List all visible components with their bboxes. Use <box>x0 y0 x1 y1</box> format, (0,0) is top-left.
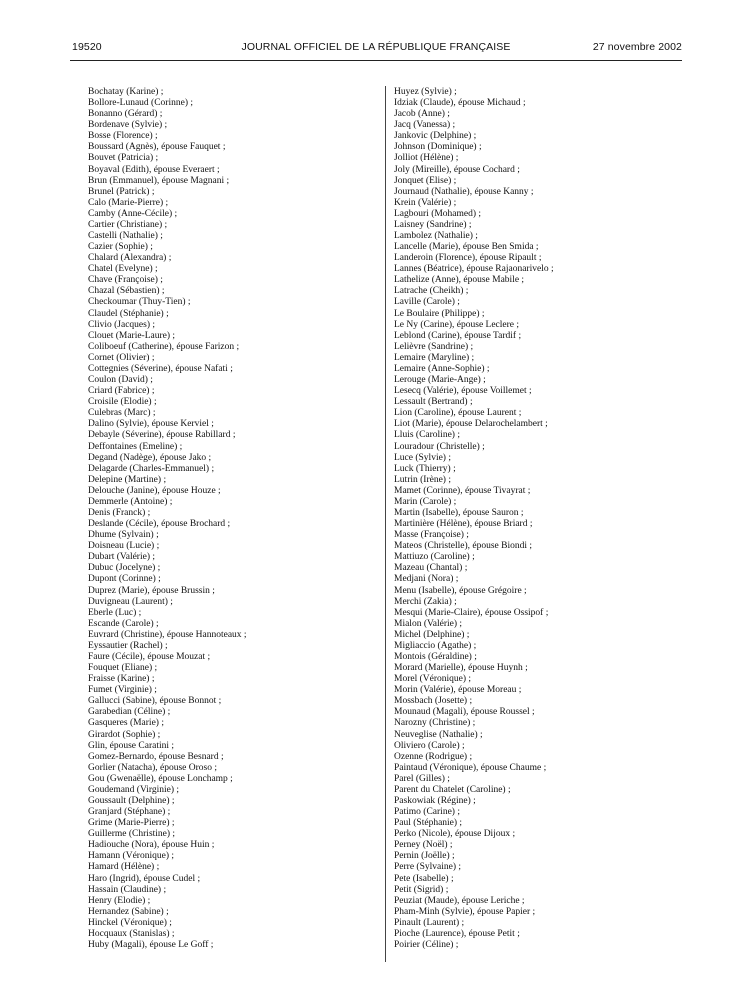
name-entry: Delepine (Martine) ; <box>88 474 167 485</box>
name-entry: Duvigneau (Laurent) ; <box>88 596 173 607</box>
name-entry: Bollore-Lunaud (Corinne) ; <box>88 98 194 109</box>
name-entry: Goussault (Delphine) ; <box>88 796 175 806</box>
name-entry: Hocquaux (Stanislas) ; <box>88 928 175 939</box>
name-entry: Landeroin (Florence), épouse Ripault ; <box>394 253 542 264</box>
name-entry: Chazal (Sébastien) ; <box>88 286 165 297</box>
name-entry: Bordenave (Sylvie) ; <box>88 120 168 131</box>
name-entry: Euvrard (Christine), épouse Hannoteaux ; <box>88 629 247 640</box>
name-entry: Jonquet (Elise) ; <box>394 175 457 186</box>
name-entry: Fouquet (Eliane) ; <box>88 663 158 674</box>
name-entry: Mazeau (Chantal) ; <box>394 563 468 574</box>
name-entry: Lerouge (Marie-Ange) ; <box>394 375 486 386</box>
name-entry: Marin (Carole) ; <box>394 496 457 507</box>
name-entry: Checkoumar (Thuy-Tien) ; <box>88 297 191 308</box>
name-entry: Pernin (Joëlle) ; <box>394 851 455 862</box>
name-entry: Latrache (Cheikh) ; <box>394 286 469 297</box>
name-entry: Paul (Stéphanie) ; <box>394 818 463 829</box>
name-entry: Idziak (Claude), épouse Michaud ; <box>394 98 526 109</box>
name-entry: Fraisse (Karine) ; <box>88 674 155 685</box>
name-entry: Mattiuzo (Caroline) ; <box>394 552 475 563</box>
name-entry: Menu (Isabelle), épouse Grégoire ; <box>394 585 527 596</box>
name-entry: Degand (Nadège), épouse Jako ; <box>88 452 212 463</box>
name-entry: Lemaire (Anne-Sophie) ; <box>394 363 490 374</box>
name-entry: Mialon (Valérie) ; <box>394 618 463 629</box>
name-entry: Gou (Gwenaëlle), épouse Lonchamp ; <box>88 773 233 784</box>
column-divider <box>385 86 386 962</box>
name-entry: Patimo (Carine) ; <box>394 807 460 818</box>
name-entry: Merchi (Zakia) ; <box>394 596 457 607</box>
name-entry: Perre (Sylvaine) ; <box>394 862 462 873</box>
name-entry: Henry (Elodie) ; <box>88 895 151 906</box>
name-entry: Neuveglise (Nathalie) ; <box>394 729 483 740</box>
name-entry: Journaud (Nathalie), épouse Kanny ; <box>394 186 534 197</box>
name-entry: Boyaval (Edith), épouse Everaert ; <box>88 164 220 175</box>
name-entry: Pete (Isabelle) ; <box>394 873 454 884</box>
name-entry: Peuziat (Maude), épouse Leriche ; <box>394 895 525 906</box>
publication-date: 27 novembre 2002 <box>592 41 682 53</box>
name-entry: Pinault (Laurent) ; <box>394 917 465 928</box>
name-entry: Granjard (Stéphane) ; <box>88 807 171 818</box>
name-entry: Laisney (Sandrine) ; <box>394 219 472 230</box>
name-entry: Petit (Sigrid) ; <box>394 884 449 895</box>
name-entry: Hinckel (Véronique) ; <box>88 917 172 928</box>
header-rule <box>70 60 682 61</box>
name-entry: Dupont (Corinne) ; <box>88 574 161 585</box>
name-entry: Jankovic (Delphine) ; <box>394 131 477 142</box>
name-entry: Huby (Magali), épouse Le Goff ; <box>88 940 214 951</box>
name-entry: Morard (Marielle), épouse Huynh ; <box>394 663 528 674</box>
name-entry: Poirier (Céline) ; <box>394 940 459 951</box>
name-entry: Morel (Véronique) ; <box>394 674 472 685</box>
name-entry: Escande (Carole) ; <box>88 618 159 629</box>
name-entry: Lambolez (Nathalie) ; <box>394 231 478 242</box>
name-entry: Lessault (Bertrand) ; <box>394 397 473 408</box>
name-entry: Deslande (Cécile), épouse Brochard ; <box>88 519 231 530</box>
name-entry: Narozny (Christine) ; <box>394 718 476 729</box>
name-entry: Mateos (Christelle), épouse Biondi ; <box>394 541 532 552</box>
name-entry: Lannes (Béatrice), épouse Rajaonarivelo ; <box>394 264 554 275</box>
name-entry: Martin (Isabelle), épouse Sauron ; <box>394 507 524 518</box>
name-entry: Croisile (Elodie) ; <box>88 397 157 408</box>
name-entry: Lelièvre (Sandrine) ; <box>394 341 474 352</box>
name-entry: Mamet (Corinne), épouse Tivayrat ; <box>394 485 531 496</box>
name-entry: Montois (Géraldine) ; <box>394 651 477 662</box>
name-entry: Liot (Marie), épouse Delarochelambert ; <box>394 419 548 430</box>
name-entry: Duprez (Marie), épouse Brussin ; <box>88 585 215 596</box>
name-entry: Coliboeuf (Catherine), épouse Farizon ; <box>88 341 240 352</box>
name-entry: Clouet (Marie-Laure) ; <box>88 330 176 341</box>
name-entry: Parel (Gilles) ; <box>394 773 450 784</box>
name-entry: Delagarde (Charles-Emmanuel) ; <box>88 463 215 474</box>
name-entry: Goudemand (Virginie) ; <box>88 784 180 795</box>
name-entry: Masse (Françoise) ; <box>394 530 469 541</box>
name-entry: Denis (Franck) ; <box>88 507 151 518</box>
name-entry: Grime (Marie-Pierre) ; <box>88 818 175 829</box>
name-entry: Gomez-Bernardo, épouse Besnard ; <box>88 751 224 762</box>
name-entry: Perko (Nicole), épouse Dijoux ; <box>394 829 516 840</box>
name-entry: Chatel (Evelyne) ; <box>88 264 158 275</box>
name-entry: Calo (Marie-Pierre) ; <box>88 197 169 208</box>
name-entry: Hamard (Hélène) ; <box>88 862 160 873</box>
name-entry: Lutrin (Irène) ; <box>394 474 451 485</box>
name-entry: Criard (Fabrice) ; <box>88 386 155 397</box>
name-entry: Cornet (Olivier) ; <box>88 352 155 363</box>
name-entry: Faure (Cécile), épouse Mouzat ; <box>88 651 211 662</box>
name-entry: Guillerme (Christine) ; <box>88 829 176 840</box>
name-entry: Bochatay (Karine) ; <box>88 87 164 97</box>
name-entry: Delouche (Janine), épouse Houze ; <box>88 485 221 496</box>
name-entry: Luck (Thierry) ; <box>394 463 456 474</box>
name-entry: Camby (Anne-Cécile) ; <box>88 208 178 219</box>
name-entry: Dubart (Valérie) ; <box>88 552 155 563</box>
name-entry: Jacob (Anne) ; <box>394 109 450 120</box>
name-entry: Girardot (Sophie) ; <box>88 729 161 740</box>
name-entry: Chalard (Alexandra) ; <box>88 253 172 264</box>
name-entry: Bosse (Florence) ; <box>88 131 158 142</box>
name-entry: Ozenne (Rodrigue) ; <box>394 751 473 762</box>
name-entry: Eyssautier (Rachel) ; <box>88 640 168 651</box>
name-entry: Morin (Valérie), épouse Moreau ; <box>394 685 522 696</box>
name-entry: Lluis (Caroline) ; <box>394 430 460 441</box>
name-entry: Dubuc (Jocelyne) ; <box>88 563 161 574</box>
name-entry: Cottegnies (Séverine), épouse Nafati ; <box>88 363 233 374</box>
name-entry: Coulon (David) ; <box>88 375 153 386</box>
name-entry: Lagbouri (Mohamed) ; <box>394 208 482 219</box>
name-entry: Clivio (Jacques) ; <box>88 319 156 330</box>
name-entry: Mesqui (Marie-Claire), épouse Ossipof ; <box>394 607 549 618</box>
name-entry: Lathelize (Anne), épouse Mabile ; <box>394 275 525 286</box>
name-entry: Chave (Françoise) ; <box>88 275 163 286</box>
name-entry: Gorlier (Natacha), épouse Oroso ; <box>88 762 217 773</box>
page-number: 19520 <box>72 41 102 53</box>
name-entry: Cazier (Sophie) ; <box>88 242 153 253</box>
name-entry: Garabedian (Céline) ; <box>88 707 171 718</box>
name-entry: Debayle (Séverine), épouse Rabillard ; <box>88 430 236 441</box>
name-entry: Bouvet (Patricia) ; <box>88 153 159 164</box>
name-entry: Jolliot (Hélène) ; <box>394 153 459 164</box>
name-entry: Mounaud (Magali), épouse Roussel ; <box>394 707 535 718</box>
name-entry: Boussard (Agnès), épouse Fauquet ; <box>88 142 226 153</box>
name-entry: Lemaire (Maryline) ; <box>394 352 475 363</box>
name-entry: Brunel (Patrick) ; <box>88 186 155 197</box>
name-entry: Louradour (Christelle) ; <box>394 441 485 452</box>
name-entry: Medjani (Nora) ; <box>394 574 459 585</box>
name-list-left-column <box>88 87 378 951</box>
name-entry: Mossbach (Josette) ; <box>394 696 473 707</box>
name-entry: Deffontaines (Emeline) ; <box>88 441 183 452</box>
name-entry: Lancelle (Marie), épouse Ben Smida ; <box>394 242 539 253</box>
name-entry: Dhume (Sylvain) ; <box>88 530 159 541</box>
name-entry: Laville (Carole) ; <box>394 297 460 308</box>
name-entry: Johnson (Dominique) ; <box>394 142 482 153</box>
name-entry: Le Ny (Carine), épouse Leclere ; <box>394 319 520 330</box>
name-entry: Le Boulaire (Philippe) ; <box>394 308 485 319</box>
name-entry: Paskowiak (Régine) ; <box>394 796 476 806</box>
name-entry: Dalino (Sylvie), épouse Kerviel ; <box>88 419 214 430</box>
name-entry: Michel (Delphine) ; <box>394 629 470 640</box>
name-entry: Migliaccio (Agathe) ; <box>394 640 477 651</box>
name-entry: Claudel (Stéphanie) ; <box>88 308 169 319</box>
name-entry: Oliviero (Carole) ; <box>394 740 465 751</box>
name-entry: Hassain (Claudine) ; <box>88 884 167 895</box>
name-entry: Gasqueres (Marie) ; <box>88 718 164 729</box>
name-entry: Cartier (Christiane) ; <box>88 219 168 230</box>
name-entry: Bonanno (Gérard) ; <box>88 109 163 120</box>
name-entry: Leblond (Carine), épouse Tardif ; <box>394 330 522 341</box>
journal-title: JOURNAL OFFICIEL DE LA RÉPUBLIQUE FRANÇAISE <box>241 41 511 53</box>
name-entry: Paintaud (Véronique), épouse Chaume ; <box>394 762 547 773</box>
name-list-right-column <box>394 87 694 951</box>
name-entry: Haro (Ingrid), épouse Cudel ; <box>88 873 201 884</box>
name-entry: Doisneau (Lucie) ; <box>88 541 160 552</box>
name-entry: Demmerle (Antoine) ; <box>88 496 173 507</box>
name-entry: Brun (Emmanuel), épouse Magnani ; <box>88 175 230 186</box>
name-entry: Huyez (Sylvie) ; <box>394 87 457 97</box>
name-entry: Hamann (Véronique) ; <box>88 851 174 862</box>
name-entry: Pioche (Laurence), épouse Petit ; <box>394 928 520 939</box>
name-entry: Martinière (Hélène), épouse Briard ; <box>394 519 533 530</box>
name-entry: Eberle (Luc) ; <box>88 607 142 618</box>
name-entry: Pham-Minh (Sylvie), épouse Papier ; <box>394 906 536 917</box>
page-header <box>70 40 682 58</box>
name-entry: Perney (Noël) ; <box>394 840 453 851</box>
name-entry: Lesecq (Valérie), épouse Voillemet ; <box>394 386 532 397</box>
name-entry: Hernandez (Sabine) ; <box>88 906 169 917</box>
name-entry: Lion (Caroline), épouse Laurent ; <box>394 408 522 419</box>
name-entry: Gallucci (Sabine), épouse Bonnot ; <box>88 696 222 707</box>
name-entry: Culebras (Marc) ; <box>88 408 156 419</box>
name-entry: Luce (Sylvie) ; <box>394 452 451 463</box>
name-entry: Parent du Chatelet (Caroline) ; <box>394 784 511 795</box>
name-entry: Castelli (Nathalie) ; <box>88 231 163 242</box>
name-entry: Joly (Mireille), épouse Cochard ; <box>394 164 520 175</box>
name-entry: Krein (Valérie) ; <box>394 197 457 208</box>
name-entry: Hadiouche (Nora), épouse Huin ; <box>88 840 215 851</box>
name-entry: Fumet (Virginie) ; <box>88 685 157 696</box>
name-entry: Glin, épouse Caratini ; <box>88 740 175 751</box>
name-entry: Jacq (Vanessa) ; <box>394 120 456 131</box>
